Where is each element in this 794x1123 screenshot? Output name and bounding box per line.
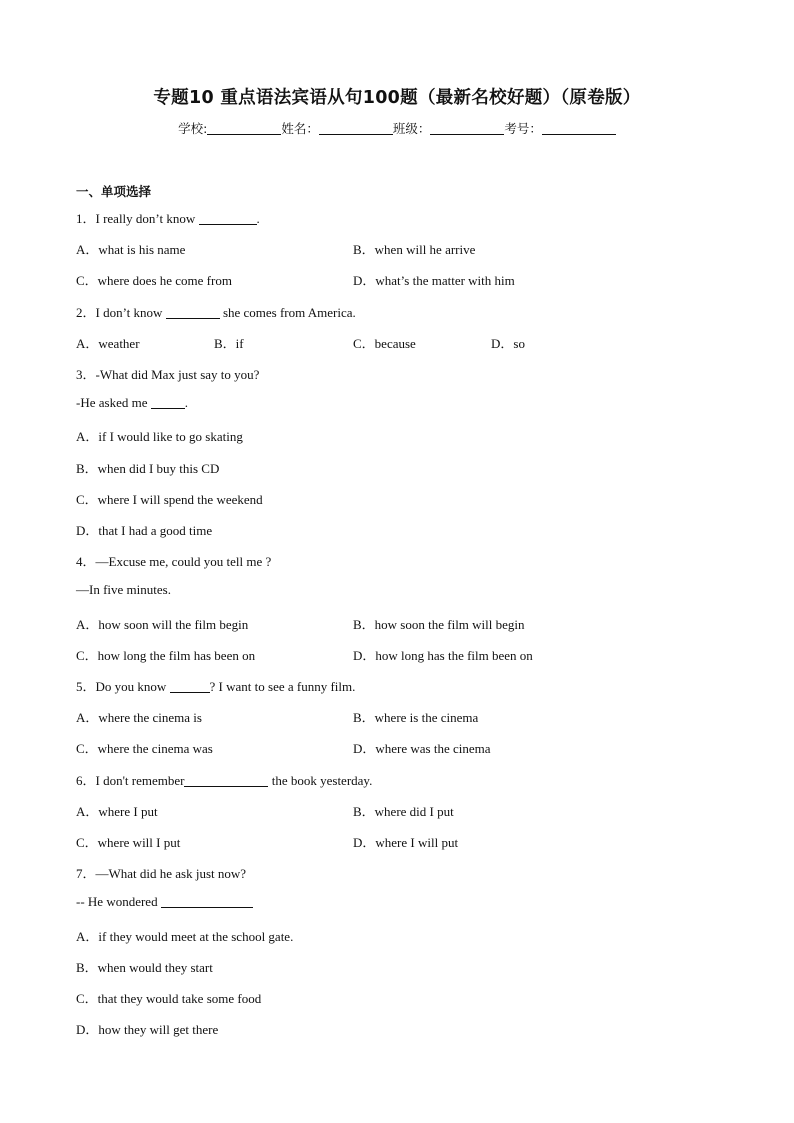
q6-option-d[interactable]: D．where I will put: [353, 835, 459, 850]
question-1: [76, 208, 260, 227]
answer-blank: [166, 306, 220, 319]
class-blank[interactable]: [430, 122, 504, 135]
answer-blank: [199, 212, 257, 225]
question-6: [76, 770, 372, 789]
q1-option-a[interactable]: A．what is his name: [76, 242, 186, 257]
q5-option-c[interactable]: C．where the cinema was: [76, 741, 213, 756]
question-text: 1．I really don’t know: [76, 211, 196, 226]
answer-blank: [170, 680, 210, 693]
q7-option-c[interactable]: C．that they would take some food: [76, 991, 262, 1006]
q2-option-d[interactable]: D．so: [491, 336, 525, 351]
question-text: 5．Do you know: [76, 679, 167, 694]
question-text-end: .: [256, 211, 260, 226]
question-text: 2．I don’t know: [76, 305, 163, 320]
question-4-line-2: —In five minutes.: [76, 582, 171, 597]
q4-option-d[interactable]: D．how long has the film been on: [353, 648, 533, 663]
question-text-end: .: [184, 395, 188, 410]
q6-option-b[interactable]: B．where did I put: [353, 804, 454, 819]
q7-option-a[interactable]: A．if they would meet at the school gate.: [76, 929, 294, 944]
question-3-line-2: [76, 395, 188, 411]
school-label: 学校:: [178, 121, 208, 136]
question-3: 3．-What did Max just say to you?: [76, 367, 260, 382]
question-7-line-2: [76, 894, 253, 910]
question-2: [76, 302, 356, 321]
q4-option-b[interactable]: B．how soon the film will begin: [353, 617, 525, 632]
q5-option-d[interactable]: D．where was the cinema: [353, 741, 491, 756]
question-text: -- He wondered: [76, 894, 158, 909]
q2-option-a[interactable]: A．weather: [76, 336, 140, 351]
answer-blank: [184, 774, 268, 787]
q3-option-a[interactable]: A．if I would like to go skating: [76, 429, 243, 444]
section-title: 一、单项选择: [76, 184, 152, 199]
q1-option-c[interactable]: C．where does he come from: [76, 273, 232, 288]
q3-option-d[interactable]: D．that I had a good time: [76, 523, 213, 538]
q6-option-c[interactable]: C．where will I put: [76, 835, 181, 850]
q4-option-c[interactable]: C．how long the film has been on: [76, 648, 256, 663]
school-blank[interactable]: [207, 122, 281, 135]
question-text: -He asked me: [76, 395, 148, 410]
q7-option-b[interactable]: B．when would they start: [76, 960, 213, 975]
number-label: 考号：: [504, 121, 542, 136]
question-4: 4．—Excuse me, could you tell me ?: [76, 554, 272, 569]
number-blank[interactable]: [542, 122, 616, 135]
question-text-end: ? I want to see a funny film.: [209, 679, 356, 694]
q1-option-d[interactable]: D．what’s the matter with him: [353, 273, 515, 288]
name-label: 姓名：: [281, 121, 319, 136]
answer-blank: [151, 396, 185, 409]
question-7: 7．—What did he ask just now?: [76, 866, 247, 881]
student-info-line: [0, 119, 794, 137]
q5-option-b[interactable]: B．where is the cinema: [353, 710, 479, 725]
q1-option-b[interactable]: B．when will he arrive: [353, 242, 476, 257]
answer-blank: [161, 895, 253, 908]
q4-option-a[interactable]: A．how soon will the film begin: [76, 617, 249, 632]
question-text-end: she comes from America.: [222, 305, 356, 320]
name-blank[interactable]: [319, 122, 393, 135]
class-label: 班级：: [392, 121, 431, 136]
q2-option-c[interactable]: C．because: [353, 336, 416, 351]
q2-option-b[interactable]: B．if: [214, 336, 244, 351]
q7-option-d[interactable]: D．how they will get there: [76, 1022, 219, 1037]
question-5: [76, 676, 355, 695]
page-title: 专题10 重点语法宾语从句100题（最新名校好题）（原卷版）: [153, 88, 641, 108]
question-text-end: the book yesterday.: [271, 773, 373, 788]
q3-option-c[interactable]: C．where I will spend the weekend: [76, 492, 263, 507]
q5-option-a[interactable]: A．where the cinema is: [76, 710, 202, 725]
question-text: 6．I don't remember: [76, 773, 185, 788]
q6-option-a[interactable]: A．where I put: [76, 804, 158, 819]
q3-option-b[interactable]: B．when did I buy this CD: [76, 461, 220, 476]
